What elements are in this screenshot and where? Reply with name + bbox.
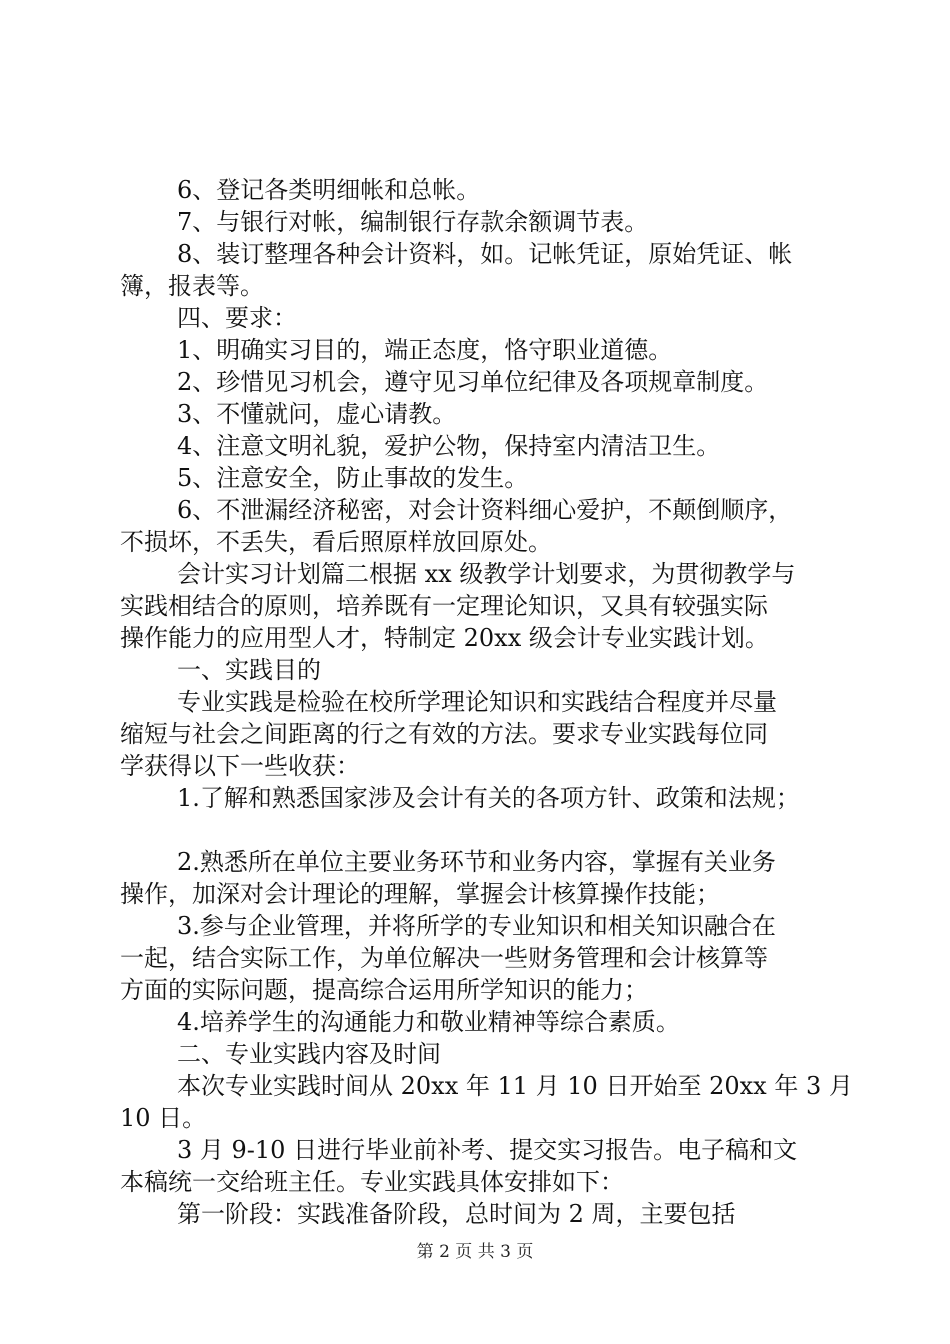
text-line: 本次专业实践时间从 20xx 年 11 月 10 日开始至 20xx 年 3 月 <box>177 1072 853 1100</box>
text-line: 不损坏，不丢失，看后照原样放回原处。 <box>120 528 552 556</box>
text-line: 4.培养学生的沟通能力和敬业精神等综合素质。 <box>177 1008 680 1036</box>
text-line: 簿，报表等。 <box>120 272 264 300</box>
text-line: 4、注意文明礼貌，爱护公物，保持室内清洁卫生。 <box>177 432 721 460</box>
text-line: 3.参与企业管理，并将所学的专业知识和相关知识融合在 <box>177 912 776 940</box>
text-line: 实践相结合的原则，培养既有一定理论知识，又具有较强实际 <box>120 592 768 620</box>
section-heading: 四、要求： <box>177 304 297 332</box>
text-line: 操作能力的应用型人才，特制定 20xx 级会计专业实践计划。 <box>120 624 769 652</box>
text-line: 操作，加深对会计理论的理解，掌握会计核算操作技能； <box>120 880 720 908</box>
text-line: 方面的实际问题，提高综合运用所学知识的能力； <box>120 976 648 1004</box>
text-line: 专业实践是检验在校所学理论知识和实践结合程度并尽量 <box>177 688 777 716</box>
text-line: 会计实习计划篇二根据 xx 级教学计划要求，为贯彻教学与 <box>177 560 796 588</box>
text-line: 8、装订整理各种会计资料，如。记帐凭证，原始凭证、帐 <box>177 240 793 268</box>
text-line: 第一阶段：实践准备阶段，总时间为 2 周，主要包括 <box>177 1200 736 1228</box>
text-line: 1、明确实习目的，端正态度，恪守职业道德。 <box>177 336 673 364</box>
text-line: 一起，结合实际工作，为单位解决一些财务管理和会计核算等 <box>120 944 768 972</box>
text-line: 5、注意安全，防止事故的发生。 <box>177 464 529 492</box>
text-line: 2、珍惜见习机会，遵守见习单位纪律及各项规章制度。 <box>177 368 769 396</box>
page-footer: 第 2 页 共 3 页 <box>416 1242 534 1262</box>
text-line: 本稿统一交给班主任。专业实践具体安排如下： <box>120 1168 624 1196</box>
section-heading: 二、专业实践内容及时间 <box>177 1040 441 1068</box>
text-line: 3、不懂就问，虚心请教。 <box>177 400 457 428</box>
text-line: 3 月 9-10 日进行毕业前补考、提交实习报告。电子稿和文 <box>177 1136 798 1164</box>
text-line: 1.了解和熟悉国家涉及会计有关的各项方针、政策和法规； <box>177 784 800 812</box>
text-line: 学获得以下一些收获： <box>120 752 360 780</box>
text-line: 2.熟悉所在单位主要业务环节和业务内容，掌握有关业务 <box>177 848 776 876</box>
text-line: 7、与银行对帐，编制银行存款余额调节表。 <box>177 208 649 236</box>
text-line: 缩短与社会之间距离的行之有效的方法。要求专业实践每位同 <box>120 720 768 748</box>
text-line: 6、不泄漏经济秘密，对会计资料细心爱护，不颠倒顺序， <box>177 496 793 524</box>
text-line: 10 日。 <box>120 1104 207 1132</box>
section-heading: 一、实践目的 <box>177 656 321 684</box>
text-line: 6、登记各类明细帐和总帐。 <box>177 176 481 204</box>
